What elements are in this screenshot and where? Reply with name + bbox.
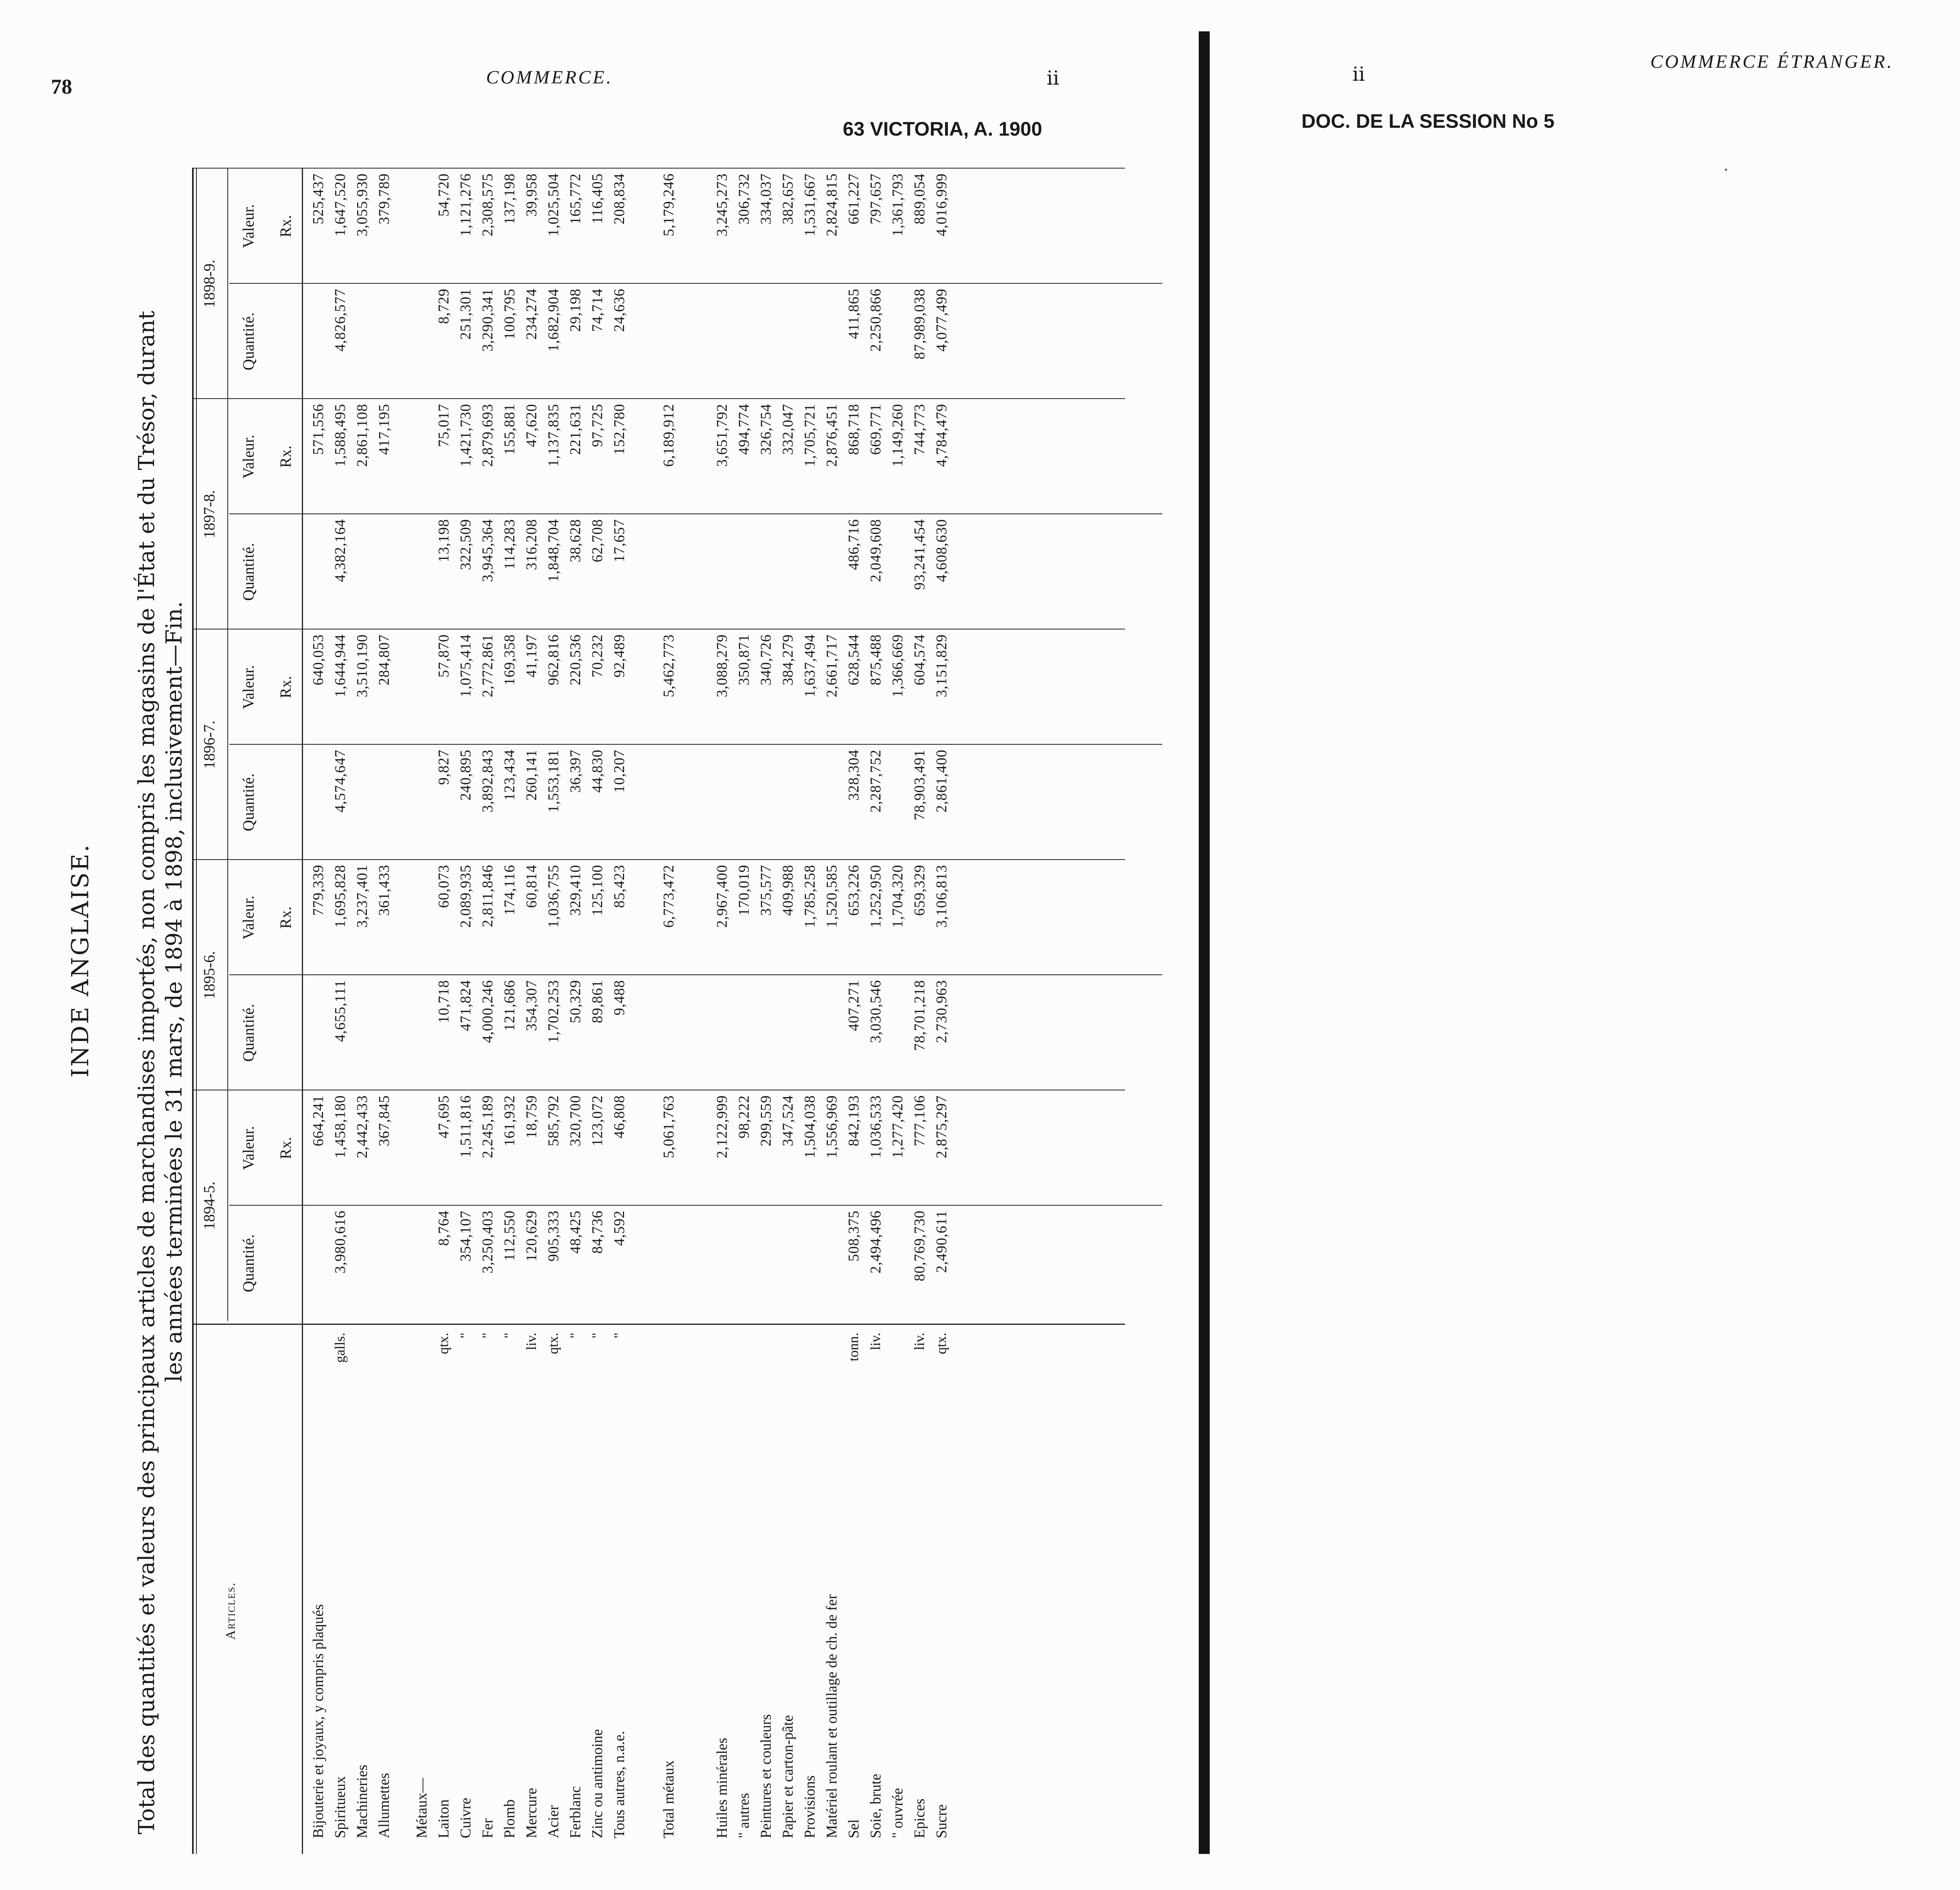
value-cell: 1,036,533 — [867, 1095, 884, 1158]
quantity-cell: 50,329 — [567, 980, 584, 1023]
volume-marker-right: ii — [1352, 63, 1365, 85]
quantity-cell: 3,290,341 — [479, 288, 496, 352]
value-cell: 4,784,479 — [933, 404, 950, 467]
value-cell: 664,241 — [310, 1095, 327, 1146]
row-unit: tonn. — [846, 1333, 861, 1362]
value-cell: 379,789 — [376, 173, 392, 225]
value-cell: 3,651,792 — [714, 404, 730, 467]
value-cell: 653,226 — [846, 865, 862, 916]
value-cell: 5,462,773 — [661, 634, 677, 697]
value-cell: 1,644,944 — [332, 634, 348, 697]
value-cell: 1,588,495 — [332, 404, 348, 467]
value-cell: 2,661,717 — [824, 634, 840, 697]
value-cell: 155,881 — [501, 404, 518, 455]
year-underline — [227, 860, 228, 1090]
year-header: 1896-7. — [200, 720, 218, 769]
quantity-cell: 120,629 — [523, 1210, 540, 1262]
value-cell: 326,754 — [758, 404, 774, 455]
quantity-cell: 9,488 — [611, 980, 628, 1016]
quantity-cell: 471,824 — [457, 980, 474, 1031]
value-cell: 661,227 — [846, 173, 862, 225]
quantity-cell: 78,701,218 — [911, 980, 928, 1051]
value-cell: 1,421,730 — [457, 404, 474, 467]
quantity-cell: 508,375 — [846, 1210, 862, 1262]
quantity-cell: 2,049,608 — [867, 519, 884, 582]
value-cell: 659,329 — [911, 865, 928, 916]
value-cell: 1,520,585 — [824, 865, 840, 928]
row-unit: " — [457, 1333, 473, 1339]
value-cell: 170,019 — [736, 865, 752, 916]
row-label: Sucre — [933, 1804, 950, 1838]
articles-divider — [192, 1324, 1125, 1325]
row-label: Zinc ou antimoine — [589, 1729, 606, 1838]
quantity-cell: 114,283 — [501, 519, 518, 570]
quantite-header: Quantité. — [240, 1004, 257, 1062]
value-cell: 2,089,935 — [457, 865, 474, 928]
valeur-header: Valeur. — [240, 434, 257, 479]
currency-label: Rx. — [277, 676, 294, 698]
value-cell: 221,631 — [567, 404, 584, 455]
row-unit: " — [567, 1333, 583, 1339]
quantite-header: Quantité. — [240, 543, 257, 601]
value-cell: 3,055,930 — [354, 173, 370, 236]
quantity-cell: 62,708 — [589, 519, 606, 562]
row-unit: liv. — [911, 1333, 927, 1350]
value-cell: 382,657 — [780, 173, 796, 225]
value-cell: 208,834 — [611, 173, 628, 225]
value-cell: 571,556 — [310, 404, 327, 455]
quantity-cell: 240,895 — [457, 749, 474, 801]
quantity-cell: 4,608,630 — [933, 519, 950, 582]
value-cell: 1,785,258 — [802, 865, 818, 928]
value-cell: 1,511,816 — [457, 1095, 474, 1158]
quantity-cell: 486,716 — [846, 519, 862, 570]
currency-label: Rx. — [277, 906, 294, 929]
value-cell: 375,577 — [758, 865, 774, 916]
value-cell: 57,870 — [436, 634, 452, 678]
value-cell: 92,489 — [611, 634, 628, 678]
value-cell: 4,016,999 — [933, 173, 950, 236]
value-cell: 1,252,950 — [867, 865, 884, 928]
quantity-cell: 29,198 — [567, 288, 584, 332]
currency-label: Rx. — [277, 215, 294, 238]
value-cell: 2,861,108 — [354, 404, 370, 467]
quantity-cell: 234,274 — [523, 288, 540, 340]
quantity-cell: 4,574,647 — [332, 749, 348, 813]
value-cell: 1,647,520 — [332, 173, 348, 236]
quantity-cell: 93,241,454 — [911, 519, 928, 590]
row-label: Huiles minérales — [714, 1738, 730, 1838]
value-cell: 3,237,401 — [354, 865, 370, 928]
value-cell: 169,358 — [501, 634, 518, 686]
year-header: 1895-6. — [200, 951, 218, 999]
value-cell: 174,116 — [501, 865, 518, 916]
row-unit: qtx. — [545, 1333, 561, 1355]
value-cell: 75,017 — [436, 404, 452, 447]
quantity-cell: 1,848,704 — [545, 519, 562, 582]
value-cell: 299,559 — [758, 1095, 774, 1146]
session-doc: DOC. DE LA SESSION No 5 — [1301, 110, 1555, 132]
row-unit: " — [501, 1333, 517, 1339]
value-cell: 1,504,038 — [802, 1095, 818, 1158]
value-cell: 409,988 — [780, 865, 796, 916]
quantity-cell: 3,892,843 — [479, 749, 496, 813]
value-cell: 777,106 — [911, 1095, 928, 1146]
session-line: 63 VICTORIA, A. 1900 — [843, 118, 1042, 140]
quantity-cell: 3,030,546 — [867, 980, 884, 1043]
quantity-cell: 2,287,752 — [867, 749, 884, 813]
value-cell: 2,442,433 — [354, 1095, 370, 1158]
row-label: Acier — [545, 1805, 562, 1838]
value-cell: 152,780 — [611, 404, 628, 455]
value-cell: 97,725 — [589, 404, 606, 447]
row-label: " ouvrée — [889, 1788, 906, 1838]
value-cell: 3,510,190 — [354, 634, 370, 697]
table-caption-line2: les années terminées le 31 mars, de 1894 à 1898, inclusivement—Fin. — [162, 601, 187, 1382]
currency-label: Rx. — [277, 1137, 294, 1159]
value-cell: 161,932 — [501, 1095, 518, 1146]
quantity-cell: 8,764 — [436, 1210, 452, 1246]
row-label: Laiton — [436, 1799, 452, 1838]
value-cell: 797,657 — [867, 173, 884, 225]
quantity-cell: 905,333 — [545, 1210, 562, 1262]
value-cell: 1,458,180 — [332, 1095, 348, 1158]
value-cell: 2,308,575 — [479, 173, 496, 236]
value-cell: 332,047 — [780, 404, 796, 455]
value-cell: 1,025,504 — [545, 173, 562, 236]
value-cell: 220,536 — [567, 634, 584, 686]
quantity-cell: 251,301 — [457, 288, 474, 340]
value-cell: 2,967,400 — [714, 865, 730, 928]
row-unit: qtx. — [933, 1333, 949, 1355]
quantity-cell: 4,826,577 — [332, 288, 348, 352]
value-cell: 2,772,861 — [479, 634, 496, 697]
quantity-cell: 44,830 — [589, 749, 606, 793]
value-cell: 3,151,829 — [933, 634, 950, 697]
quantity-cell: 2,490,611 — [933, 1210, 950, 1273]
row-label: Peintures et couleurs — [758, 1714, 774, 1838]
row-label: Métaux— — [414, 1778, 430, 1838]
value-cell: 137,198 — [501, 173, 518, 225]
row-unit: " — [479, 1333, 495, 1339]
row-label: Epices — [911, 1798, 928, 1838]
value-cell: 1,695,828 — [332, 865, 348, 928]
value-cell: 744,773 — [911, 404, 928, 455]
value-cell: 1,149,260 — [889, 404, 906, 467]
value-cell: 350,871 — [736, 634, 752, 686]
quantity-cell: 87,989,038 — [911, 288, 928, 359]
row-unit: galls. — [332, 1333, 348, 1363]
quantity-cell: 13,198 — [436, 519, 452, 562]
speck — [1725, 169, 1727, 171]
row-label: Allumettes — [376, 1773, 392, 1838]
value-cell: 2,245,189 — [479, 1095, 496, 1158]
quantity-cell: 8,729 — [436, 288, 452, 324]
value-cell: 165,772 — [567, 173, 584, 225]
value-cell: 2,811,846 — [479, 865, 496, 927]
value-cell: 347,524 — [780, 1095, 796, 1146]
row-label: Mercure — [523, 1788, 540, 1838]
quantity-cell: 3,980,616 — [332, 1210, 348, 1273]
value-cell: 875,488 — [867, 634, 884, 686]
quantity-cell: 4,382,164 — [332, 519, 348, 582]
quantity-cell: 80,769,730 — [911, 1210, 928, 1281]
value-cell: 2,875,297 — [933, 1095, 950, 1158]
value-cell: 2,876,451 — [824, 404, 840, 467]
quantity-cell: 328,304 — [846, 749, 862, 801]
value-cell: 2,824,815 — [824, 173, 840, 236]
value-cell: 5,061,763 — [661, 1095, 677, 1158]
quantity-cell: 9,827 — [436, 749, 452, 785]
year-header: 1898-9. — [200, 259, 218, 308]
value-cell: 1,637,494 — [802, 634, 818, 697]
value-cell: 18,759 — [523, 1095, 540, 1139]
row-label: Machineries — [354, 1765, 370, 1838]
quantity-cell: 411,865 — [846, 288, 862, 339]
quantity-cell: 74,714 — [589, 288, 606, 332]
row-label: Bijouterie et joyaux, y compris plaqués — [310, 1604, 327, 1838]
quantity-cell: 10,207 — [611, 749, 628, 793]
value-cell: 361,433 — [376, 865, 392, 916]
value-cell: 384,279 — [780, 634, 796, 686]
value-cell: 889,054 — [911, 173, 928, 225]
value-cell: 46,808 — [611, 1095, 628, 1139]
value-cell: 1,075,414 — [457, 634, 474, 697]
value-cell: 284,807 — [376, 634, 392, 686]
quantite-header: Quantité. — [240, 773, 257, 831]
quantity-cell: 36,397 — [567, 749, 584, 793]
value-cell: 1,137,835 — [545, 404, 562, 467]
quantity-cell: 48,425 — [567, 1210, 584, 1254]
value-cell: 604,574 — [911, 634, 928, 686]
running-head-left: COMMERCE. — [486, 67, 613, 88]
row-label: Spiritueux — [332, 1776, 348, 1838]
volume-marker-left: ii — [1047, 67, 1059, 89]
page-number-left: 78 — [51, 75, 72, 98]
running-head-right: COMMERCE ÉTRANGER. — [1650, 51, 1894, 72]
quantity-cell: 112,550 — [501, 1210, 518, 1261]
row-label: Papier et carton-pâte — [780, 1715, 796, 1838]
quantity-cell: 322,509 — [457, 519, 474, 570]
quantity-cell: 84,736 — [589, 1210, 606, 1254]
year-underline — [227, 169, 228, 399]
value-cell: 125,100 — [589, 865, 606, 916]
quantity-cell: 4,000,246 — [479, 980, 496, 1043]
quantity-cell: 3,945,364 — [479, 519, 496, 582]
value-cell: 329,410 — [567, 865, 584, 916]
valeur-header: Valeur. — [240, 1126, 257, 1170]
value-cell: 669,771 — [867, 404, 884, 455]
quantity-cell: 4,592 — [611, 1210, 628, 1246]
value-cell: 2,122,999 — [714, 1095, 730, 1158]
value-cell: 779,339 — [310, 865, 327, 916]
row-label: Plomb — [501, 1799, 518, 1838]
table-top-rule-2 — [196, 169, 197, 1854]
section-title: INDE ANGLAISE. — [67, 843, 94, 1077]
value-cell: 5,179,246 — [661, 173, 677, 236]
year-divider — [192, 168, 1125, 169]
value-cell: 1,556,969 — [824, 1095, 840, 1158]
value-cell: 1,531,667 — [802, 173, 818, 236]
row-label: Matériel roulant et outillage de ch. de fer — [824, 1594, 840, 1838]
year-underline — [227, 399, 228, 629]
value-cell: 1,366,669 — [889, 634, 906, 697]
currency-label: Rx. — [277, 445, 294, 468]
row-label: Tous autres, n.a.e. — [611, 1731, 628, 1838]
quantity-cell: 123,434 — [501, 749, 518, 801]
quantity-cell: 121,686 — [501, 980, 518, 1031]
quantity-cell: 4,077,499 — [933, 288, 950, 352]
value-cell: 306,732 — [736, 173, 752, 225]
quantity-cell: 17,657 — [611, 519, 628, 562]
quantity-cell: 1,553,181 — [545, 749, 562, 813]
value-cell: 1,121,276 — [457, 173, 474, 236]
quantity-cell: 4,655,111 — [332, 980, 348, 1042]
value-cell: 1,277,420 — [889, 1095, 906, 1158]
value-cell: 2,879,693 — [479, 404, 496, 467]
table-caption-line1: Total des quantités et valeurs des principaux articles de marchandises importés, non compris les magasins de l'État et du Trésor, durant — [134, 310, 160, 1834]
imports-table-left — [192, 169, 1125, 1854]
articles-header: Articles. — [223, 1582, 238, 1640]
year-underline — [227, 629, 228, 860]
value-cell: 39,958 — [523, 173, 540, 217]
row-label: Cuivre — [457, 1797, 474, 1838]
quantite-header: Quantité. — [240, 312, 257, 370]
row-label: Provisions — [802, 1775, 818, 1838]
value-cell: 3,106,813 — [933, 865, 950, 928]
quantity-cell: 78,903,491 — [911, 749, 928, 820]
quantity-cell: 38,628 — [567, 519, 584, 562]
row-label: Sel — [846, 1819, 862, 1838]
row-label: Ferblanc — [567, 1786, 584, 1838]
value-cell: 60,073 — [436, 865, 452, 908]
valeur-header: Valeur. — [240, 665, 257, 709]
value-cell: 320,700 — [567, 1095, 584, 1146]
imports-table-right — [1482, 169, 1584, 1854]
valeur-header: Valeur. — [240, 204, 257, 248]
value-cell: 962,816 — [545, 634, 562, 686]
row-unit: liv. — [523, 1333, 539, 1350]
quantity-cell: 2,494,496 — [867, 1210, 884, 1273]
row-unit: liv. — [867, 1333, 883, 1350]
quantity-cell: 100,795 — [501, 288, 518, 340]
value-cell: 41,197 — [523, 634, 540, 678]
quantity-cell: 260,141 — [523, 749, 540, 801]
row-unit: " — [611, 1333, 627, 1339]
section-title-block — [67, 784, 94, 1137]
quantity-cell: 1,682,904 — [545, 288, 562, 352]
value-cell: 1,704,320 — [889, 865, 906, 928]
value-cell: 98,222 — [736, 1095, 752, 1139]
quantity-cell: 2,250,866 — [867, 288, 884, 352]
row-unit: qtx. — [436, 1333, 451, 1355]
value-cell: 1,036,755 — [545, 865, 562, 928]
value-cell: 1,361,793 — [889, 173, 906, 236]
value-cell: 367,845 — [376, 1095, 392, 1146]
quantity-cell: 354,307 — [523, 980, 540, 1031]
quantite-header: Quantité. — [240, 1234, 257, 1292]
value-cell: 3,088,279 — [714, 634, 730, 697]
table-header-rule — [302, 169, 303, 1854]
value-cell: 85,423 — [611, 865, 628, 908]
value-cell: 585,792 — [545, 1095, 562, 1146]
value-cell: 417,195 — [376, 404, 392, 455]
quantity-cell: 3,250,403 — [479, 1210, 496, 1273]
value-cell: 70,232 — [589, 634, 606, 678]
quantity-cell: 10,718 — [436, 980, 452, 1023]
value-cell: 3,245,273 — [714, 173, 730, 236]
valeur-header: Valeur. — [240, 895, 257, 940]
value-cell: 628,544 — [846, 634, 862, 686]
quantity-cell: 89,861 — [589, 980, 606, 1023]
value-cell: 1,705,721 — [802, 404, 818, 467]
quantity-cell: 1,702,253 — [545, 980, 562, 1043]
value-cell: 640,053 — [310, 634, 327, 686]
row-label: Total métaux — [661, 1760, 677, 1838]
value-cell: 60,814 — [523, 865, 540, 908]
row-label: Fer — [479, 1818, 496, 1838]
value-cell: 340,726 — [758, 634, 774, 686]
row-unit: " — [589, 1333, 605, 1339]
year-header: 1897-8. — [200, 490, 218, 539]
value-cell: 334,037 — [758, 173, 774, 225]
quantity-cell: 407,271 — [846, 980, 862, 1031]
value-cell: 116,405 — [589, 173, 606, 224]
value-cell: 47,620 — [523, 404, 540, 447]
value-cell: 525,437 — [310, 173, 327, 225]
value-cell: 47,695 — [436, 1095, 452, 1139]
value-cell: 123,072 — [589, 1095, 606, 1146]
year-underline — [227, 1090, 228, 1321]
value-cell: 842,193 — [846, 1095, 862, 1146]
quantity-cell: 2,730,963 — [933, 980, 950, 1043]
quantity-cell: 354,107 — [457, 1210, 474, 1262]
quantity-cell: 24,636 — [611, 288, 628, 332]
row-label: " autres — [736, 1793, 752, 1838]
table-caption — [133, 149, 188, 1834]
value-cell: 6,773,472 — [661, 865, 677, 928]
year-header: 1894-5. — [200, 1181, 218, 1230]
row-label: Soie, brute — [867, 1774, 884, 1838]
value-cell: 54,720 — [436, 173, 452, 217]
value-cell: 6,189,912 — [661, 404, 677, 467]
value-cell: 868,718 — [846, 404, 862, 455]
value-cell: 494,774 — [736, 404, 752, 455]
quantity-cell: 316,208 — [523, 519, 540, 570]
right-page — [1207, 0, 1960, 1890]
quantity-cell: 2,861,400 — [933, 749, 950, 813]
table-top-rule — [192, 169, 194, 1854]
